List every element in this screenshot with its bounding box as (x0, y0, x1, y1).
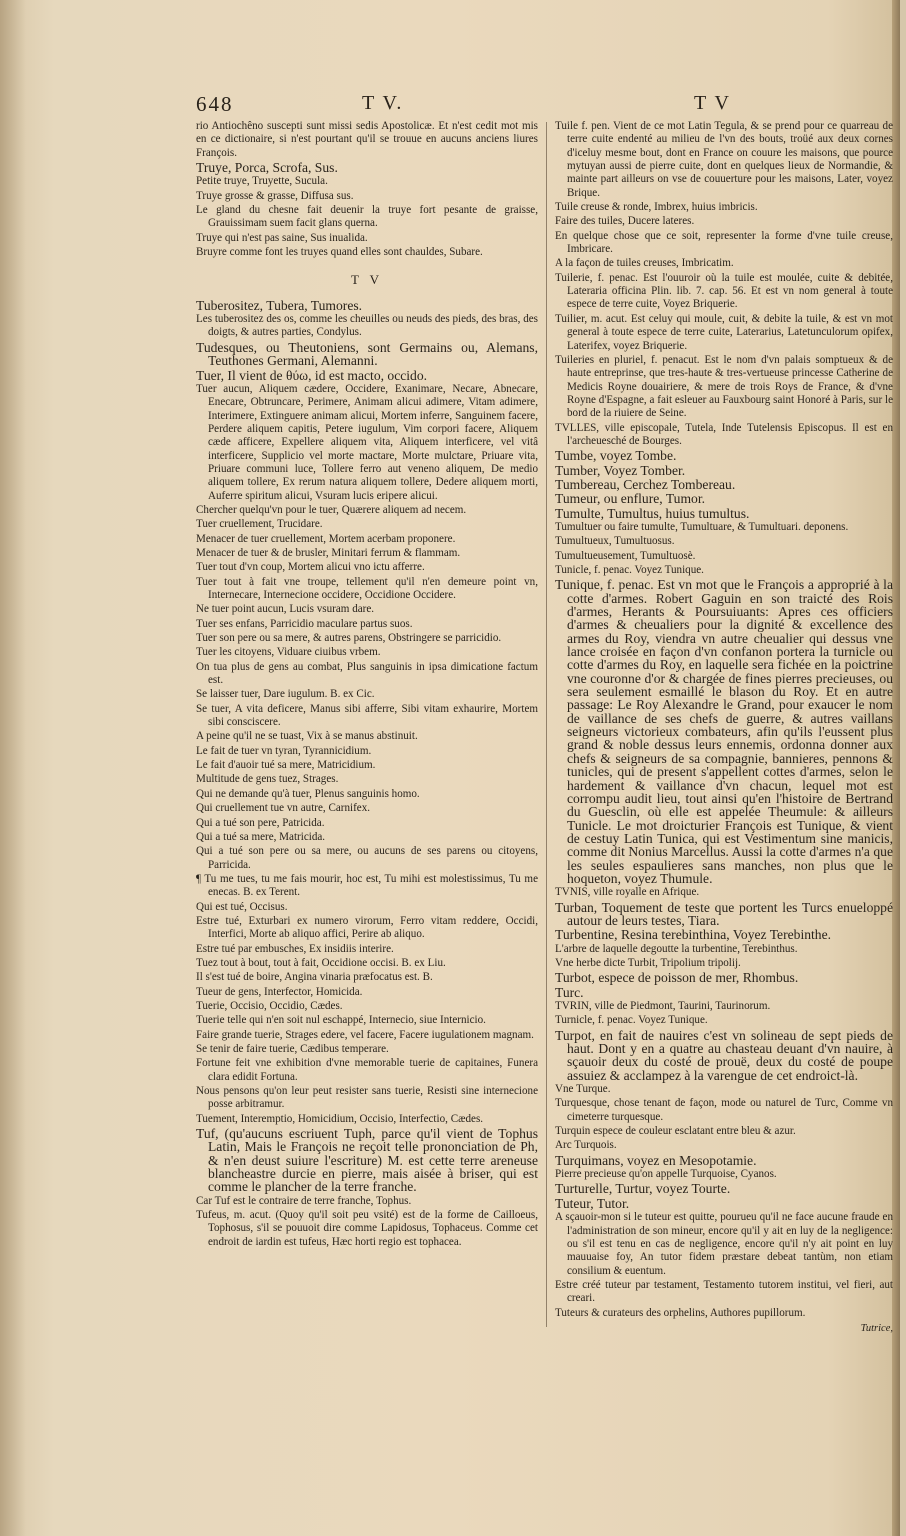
section-heading: T V (350, 272, 384, 288)
dictionary-entry: Tunicle, f. penac. Voyez Tunique. (555, 564, 704, 576)
dictionary-entry: On tua plus de gens au combat, Plus sanguinis in ipsa dimicatione factum est. (196, 660, 538, 687)
dictionary-entry: Faire des tuiles, Ducere lateres. (555, 215, 695, 228)
dictionary-entry: Tuer aucun, Aliquem cædere, Occidere, Exanimare, Necare, Abnecare, Enecare, Obtruncare, Perimere, Animam alicui adimere, Vitam adimere, Interimere, Extinguere animam alicui, Mortem inferre, Sanguinem facere, Perdere aliquem capitis, Petere iugulum, Vim corpori facere, Aliquem cæde afficere, Expellere aliquem vita, Aliquem interficere, vel vitâ interficere, Supplicio vel morte mactare, Morte mulctare, Priuare vita, Priuare communi luce, Tollere ferro aut veneno aliquem, De medio aliquem tollere, Ex rerum natura aliquem tollere, Dedere aliquem morti, Auferre spiritum alicui, Vsuram lucis eripere alicui. (196, 382, 538, 502)
dictionary-entry: Turturelle, Turtur, voyez Tourte. (555, 1181, 731, 1197)
dictionary-entry: Tuileries en pluriel, f. penacut. Est le nom d'vn palais somptueux & de haute entreprinse, que tres-haute & tres-vertueuse princesse Catherine de Medicis Royne douairiere, & mere de trois Roys de France, & d'vne Royne d'Espagne, a fait esleuer au Fauxbourg saint Honoré à Paris, sur le bord de la riuiere de Seine. (555, 353, 893, 420)
dictionary-entry: Vne herbe dicte Turbit, Tripolium tripolij. (555, 956, 741, 969)
dictionary-entry: Tuberositez, Tubera, Tumores. (196, 297, 363, 313)
dictionary-entry: Tunique, f. penac. Est vn mot que le François a approprié à la cotte d'armes. Robert Gaguin en son traicté des Rois d'armes, Herants & Poursuiuants: Apres ces officiers d'armes & cheualiers pour la dignité & excellence des armes du Roy, viendra vn autre cheualier qui dessus vne lance croisée en façon d'vn confanon portera la turnicle ou cotte d'armes du Roy, en laquelle sera fichée en la poictrine vne couronne d'or & chargée de fines pierres precieuses, ou sera seulement esmaillé le blason du Roy. Et en autre passage: Le Roy Alexandre le Grand, pour exaucer le nom de vaillance de ses chefs de guerre, & autres vaillans seigneurs victorieux combateurs, afin qu'ils l'eussent plus grand & noble dessus leurs ennemis, ordonna donner aux chefs & seigneurs de sa compagnie, bannieres, pennons & tunicles, qui de present s'appellent cottes d'armes, selon le hardement & vaillance d'vn chacun, lequel mot est corrompu audit lieu, tout ainsi qu'en l'histoire de Bertrand du Guesclin, où elle est appelée Theumule: & ailleurs Tunicle. Le mot droicturier François est Tunique, & vient de cestuy Latin Tunica, qui est Vestimentum sine manicis, comme dit Nonius Marcellus. Aussi la cotte d'armes n'a que les seules espaulieres sans manches, non plus que le hoqueton, voyez Thumule. (555, 577, 893, 886)
dictionary-entry: Petite truye, Truyette, Sucula. (196, 175, 328, 188)
page-number: 648 (196, 92, 234, 116)
dictionary-entry: Truye qui n'est pas saine, Sus inualida. (196, 231, 368, 244)
dictionary-entry: En quelque chose que ce soit, representer la forme d'vne tuile creuse, Imbricare. (555, 229, 893, 256)
dictionary-entry: Qui a tué son pere ou sa mere, ou aucuns de ses parens ou citoyens, Parricida. (196, 845, 538, 871)
dictionary-entry: Les tuberositez des os, comme les cheuilles ou neuds des pieds, des bras, des doigts, & autres parties, Condylus. (196, 313, 538, 339)
dictionary-entry: Tuerie, Occisio, Occidio, Cædes. (196, 999, 343, 1012)
dictionary-entry: Pierre precieuse qu'on appelle Turquoise, Cyanos. (555, 1168, 777, 1181)
left-column-heading: T V. (362, 92, 404, 114)
dictionary-entry: Le gland du chesne fait deuenir la truye fort pesante de graisse, Grauissimam suem facit glans querna. (196, 204, 538, 230)
running-header (196, 92, 886, 122)
dictionary-entry: Se tenir de faire tuerie, Cædibus temperare. (196, 1043, 389, 1055)
dictionary-entry: Tuf, (qu'aucuns escriuent Tuph, parce qu'il vient de Tophus Latin, Mais le François ne reçoit telle prononciation de Ph, & n'en deust suiure l'escriture) M. est cette terre areneuse blancheastre durcie en pierre, mais aisée à briser, qui est comme le plancher de la terre franche. (196, 1126, 538, 1195)
dictionary-entry: Tuer, Il vient de θύω, id est mactο, occido. (196, 367, 428, 383)
dictionary-entry: Tumultueux, Tumultuosus. (555, 535, 675, 548)
dictionary-entry: Qui ne demande qu'à tuer, Plenus sanguinis homo. (196, 787, 420, 800)
dictionary-entry: Turquin espece de couleur esclatant entre bleu & azur. (555, 1125, 796, 1138)
dictionary-entry: Se tuer, A vita deficere, Manus sibi afferre, Sibi vitam exhaurire, Mortem sibi consciscere. (196, 702, 538, 729)
dictionary-entry: Bruyre comme font les truyes quand elles sont chauldes, Subare. (196, 246, 483, 259)
dictionary-entry: Qui est tué, Occisus. (196, 900, 288, 913)
dictionary-entry: Tuez tout à bout, tout à fait, Occidione occisi. B. ex Liu. (196, 956, 446, 969)
dictionary-entry: A sçauoir-mon si le tuteur est quitte, pourueu qu'il ne face aucune fraude en l'administration de son mineur, encore qu'il y ait en luy de la negligence: ou s'il est tenu en cas de negligence, encore qu'il n'y ait point en luy mauuaise foy, An tutor fidem præstare debeat tantùm, non etiam consilium & euentum. (555, 1211, 893, 1277)
gutter-shadow (0, 0, 26, 1536)
dictionary-entry: Tuilerie, f. penac. Est l'ouuroir où la tuile est moulée, cuite & debitée, Lateraria officina Plin. lib. 7. cap. 56. Et est vn nom general à toute espece de terre cuite, Voyez Briquerie. (555, 271, 893, 311)
dictionary-entry: Truye grosse & grasse, Diffusa sus. (196, 189, 354, 202)
dictionary-entry: Tumulte, Tumultus, huius tumultus. (555, 505, 750, 521)
dictionary-entry: Tuer tout d'vn coup, Mortem alicui vno ictu afferre. (196, 561, 425, 574)
dictionary-entry: Tudesques, ou Theutoniens, sont Germains ou, Alemans, Teuthones Germani, Alemanni. (196, 339, 538, 369)
dictionary-entry: Tuer tout à fait vne troupe, tellement qu'il n'en demeure point vn, Internecare, Internecione occidere, Occidione Occidere. (196, 575, 538, 601)
dictionary-entry: Fortune feit vne exhibition d'vne memorable tuerie de capitaines, Funera clara edidit Fortuna. (196, 1057, 538, 1083)
dictionary-entry: Turpot, en fait de nauires c'est vn solineau de sept pieds de haut. Dont y en a quatre au chasteau deuant d'vn nauire, à sçauoir deux du costé de prouë, deux du costé de poupe assuiez & acclampez à la varengue de cet endroict-là. (555, 1027, 893, 1083)
dictionary-entry: Chercher quelqu'vn pour le tuer, Quærere aliquem ad necem. (196, 503, 467, 516)
dictionary-entry: TVNIS, ville royalle en Afrique. (555, 886, 700, 899)
dictionary-entry: Qui a tué son pere, Patricida. (196, 816, 325, 829)
dictionary-entry: Le fait d'auoir tué sa mere, Matricidium. (196, 759, 376, 772)
dictionary-entry: Estre tué, Exturbari ex numero virorum, Ferro vitam reddere, Occidi, Interfici, Morte ab aliquo affici, Perire ab aliquo. (196, 914, 538, 941)
dictionary-entry: Tumultuer ou faire tumulte, Tumultuare, & Tumultuari. deponens. (555, 520, 849, 533)
dictionary-entry: Il s'est tué de boire, Angina vinaria præfocatus est. B. (196, 971, 433, 984)
dictionary-entry: A la façon de tuiles creuses, Imbricatim. (555, 257, 734, 270)
dictionary-entry: Tuer cruellement, Trucidare. (196, 518, 323, 531)
dictionary-entry: Faire grande tuerie, Strages edere, vel facere, Facere iugulationem magnam. (196, 1028, 534, 1041)
dictionary-entry: Tuer son pere ou sa mere, & autres parens, Obstringere se parricidio. (196, 632, 502, 645)
dictionary-entry: Qui a tué sa mere, Matricida. (196, 830, 326, 843)
dictionary-entry: ¶ Tu me tues, tu me fais mourir, hoc est, Tu mihi est molestissimus, Tu me enecas. B. ex Terent. (196, 872, 538, 899)
dictionary-entry: Tuement, Interemptio, Homicidium, Occisio, Interfectio, Cædes. (196, 1112, 484, 1125)
dictionary-entry: TVRIN, ville de Piedmont, Taurini, Taurinorum. (555, 1000, 771, 1012)
dictionary-entry: Ne tuer point aucun, Lucis vsuram dare. (196, 603, 375, 616)
column-divider (546, 122, 547, 1327)
page-edge (892, 0, 900, 1536)
dictionary-entry: Estre créé tuteur par testament, Testamento tutorem institui, vel fieri, aut creari. (555, 1278, 893, 1305)
dictionary-entry: L'arbre de laquelle degoutte la turbentine, Terebinthus. (555, 942, 798, 955)
dictionary-entry: Se laisser tuer, Dare iugulum. B. ex Cic. (196, 688, 375, 701)
dictionary-entry: Turban, Toquement de teste que portent les Turcs enueloppé autour de leurs testes, Tiara. (555, 899, 893, 928)
dictionary-entry: Tumbereau, Cerchez Tombereau. (555, 476, 736, 492)
dictionary-entry: Nous pensons qu'on leur peut resister sans tuerie, Resisti sine internecione posse arbitramur. (196, 1085, 538, 1111)
left-column (196, 120, 538, 1250)
dictionary-entry: Estre tué par embusches, Ex insidiis interire. (196, 942, 394, 955)
right-column-heading: T V (694, 92, 731, 114)
dictionary-entry: Arc Turquois. (555, 1139, 617, 1152)
dictionary-entry: Tuer ses enfans, Parricidio maculare partus suos. (196, 617, 413, 630)
dictionary-entry: Tuile creuse & ronde, Imbrex, huius imbricis. (555, 201, 758, 214)
dictionary-entry: Tuer les citoyens, Viduare ciuibus vrbem. (196, 646, 381, 659)
dictionary-entry: Car Tuf est le contraire de terre franche, Tophus. (196, 1194, 412, 1207)
dictionary-entry: Menacer de tuer cruellement, Mortem acerbam proponere. (196, 532, 456, 545)
dictionary-entry: Menacer de tuer & de brusler, Minitari ferrum & flammam. (196, 546, 461, 559)
dictionary-entry: Tuteurs & curateurs des orphelins, Authores pupillorum. (555, 1306, 806, 1319)
right-column (555, 120, 893, 1335)
dictionary-entry: Tuilier, m. acut. Est celuy qui moule, cuit, & debite la tuile, & est vn mot general à toute espece de terre cuite, Laterarius, Latetunculorum opifex, Laterifex, voyez Briquerie. (555, 312, 893, 352)
dictionary-entry: Tuerie telle qui n'en soit nul eschappé, Internecio, siue Internicio. (196, 1014, 486, 1027)
dictionary-entry: A peine qu'il ne se tuast, Vix à se manus abstinuit. (196, 730, 418, 743)
dictionary-entry: Qui cruellement tue vn autre, Carnifex. (196, 802, 371, 815)
dictionary-entry: Turnicle, f. penac. Voyez Tunique. (555, 1014, 708, 1027)
dictionary-entry: Turbentine, Resina terebinthina, Voyez Terebinthe. (555, 927, 832, 943)
dictionary-entry: Tumultueusement, Tumultuosè. (555, 549, 696, 562)
catchword: Tutrice, (860, 1322, 893, 1334)
dictionary-entry: Turquesque, chose tenant de façon, mode ou naturel de Turc, Comme vn cimeterre turquesque. (555, 1097, 893, 1123)
dictionary-entry: Turquimans, voyez en Mesopotamie. (555, 1152, 757, 1168)
dictionary-entry: Multitude de gens tuez, Strages. (196, 773, 339, 786)
dictionary-entry: Turc. (555, 984, 584, 1000)
dictionary-entry: Truye, Porca, Scrofa, Sus. (196, 160, 338, 176)
dictionary-entry: Tueur de gens, Interfector, Homicida. (196, 985, 363, 998)
dictionary-entry: Vne Turque. (555, 1083, 611, 1096)
dictionary-entry: Turbot, espece de poisson de mer, Rhombus. (555, 970, 799, 986)
dictionary-entry: Tumber, Voyez Tomber. (555, 462, 686, 478)
dictionary-entry: Tuile f. pen. Vient de ce mot Latin Tegula, & se prend pour ce quarreau de terre cuite endenté au milieu de l'vn des bouts, troüé aux deux cornes d'iceluy mesme bout, dont en France on couure les maisons, que pource mytuyan aussi de pierre cuite, dont en quelques lieux de Normandie, & mainte part ailleurs on vse de couuerture pour les maisons, Later, voyez Brique. (555, 120, 893, 199)
dictionary-entry: Tufeus, m. acut. (Quoy qu'il soit peu vsité) est de la forme de Cailloeus, Tophosus, s'il se pouuoit dire comme Lapidosus, Tophaceus. Comme cet endroit de iardin est tufeus, Hæc horti regio est tophacea. (196, 1209, 538, 1248)
dictionary-entry: Le fait de tuer vn tyran, Tyrannicidium. (196, 744, 372, 757)
dictionary-entry: Tumbe, voyez Tombe. (555, 448, 677, 464)
dictionary-entry: Tumeur, ou enflure, Tumor. (555, 491, 706, 507)
dictionary-entry: TVLLES, ville episcopale, Tutela, Inde Tutelensis Episcopus. Il est en l'archeuesché de Bourges. (555, 421, 893, 447)
dictionary-entry: Tuteur, Tutor. (555, 1195, 630, 1211)
dictionary-entry: rio Antiochêno suscepti sunt missi sedis Apostolicæ. Et n'est cedit mot mis en ce dictionaire, si n'est pourtant qu'il se trouue en aucuns anciens liures François. (196, 120, 538, 159)
